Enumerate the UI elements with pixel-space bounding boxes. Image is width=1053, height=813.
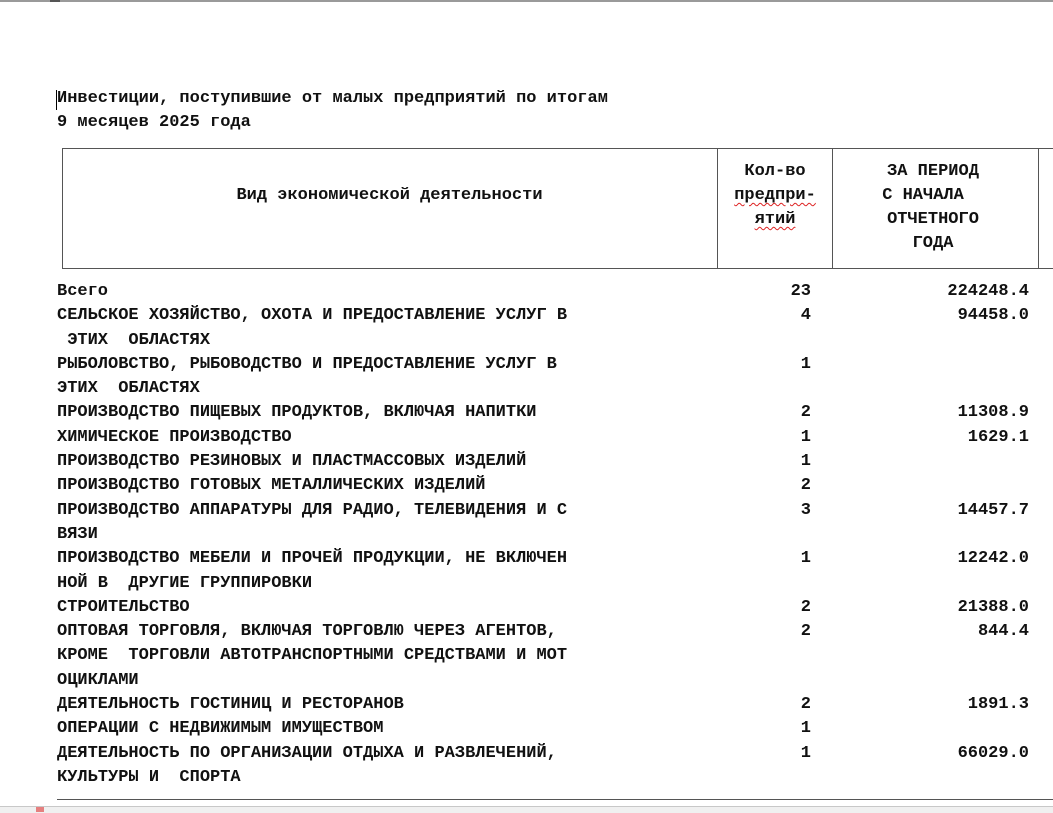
table-row	[57, 742, 1047, 791]
investment-amount: 12242.0	[957, 549, 1029, 569]
document-title-line-1: Инвестиции, поступившие от малых предприятий по итогам	[57, 89, 608, 108]
table-row	[57, 450, 1047, 474]
activity-name-line: ОПТОВАЯ ТОРГОВЛЯ, ВКЛЮЧАЯ ТОРГОВЛЮ ЧЕРЕЗ АГЕНТОВ,	[57, 622, 557, 642]
activity-name-line: Всего	[57, 282, 109, 301]
header-activity: Вид экономической деятельности	[236, 186, 543, 205]
table-row	[57, 304, 1047, 353]
header-divider-2	[832, 148, 833, 269]
investment-amount: 14457.7	[957, 500, 1029, 520]
window-top-border	[0, 0, 1053, 2]
header-period-3: ОТЧЕТНОГО	[887, 210, 979, 229]
activity-name-line: ВЯЗИ	[57, 524, 98, 544]
data-rows	[57, 280, 1047, 790]
enterprise-count: 23	[790, 282, 811, 301]
table-row	[57, 474, 1047, 498]
enterprise-count: 2	[800, 622, 811, 642]
header-left-border	[62, 148, 63, 269]
table-row	[57, 717, 1047, 741]
activity-name-line: СТРОИТЕЛЬСТВО	[57, 597, 190, 617]
investment-amount: 844.4	[977, 622, 1029, 642]
investment-amount: 1629.1	[967, 427, 1029, 447]
enterprise-count: 2	[800, 695, 811, 715]
header-bottom-border	[62, 268, 1053, 269]
activity-name-line: ХИМИЧЕСКОЕ ПРОИЗВОДСТВО	[57, 427, 292, 447]
top-scroll-marker	[50, 0, 60, 2]
table-row	[57, 280, 1047, 304]
table-row	[57, 596, 1047, 620]
table-bottom-rule	[57, 799, 1053, 800]
activity-name-line: ОЦИКЛАМИ	[57, 670, 139, 690]
table-row	[57, 353, 1047, 402]
table-row	[57, 499, 1047, 548]
enterprise-count: 2	[800, 476, 811, 496]
enterprise-count: 1	[800, 743, 811, 763]
header-divider-3	[1038, 148, 1039, 269]
header-period-1: ЗА ПЕРИОД	[887, 162, 979, 181]
investment-amount: 21388.0	[957, 597, 1029, 617]
table-row	[57, 401, 1047, 425]
investment-amount: 66029.0	[957, 743, 1029, 763]
investment-amount: 94458.0	[957, 306, 1029, 326]
activity-name-line: КРОМЕ ТОРГОВЛИ АВТОТРАНСПОРТНЫМИ СРЕДСТВАМИ И МОТ	[57, 646, 568, 666]
header-count-3: ятий	[754, 210, 796, 229]
activity-name-line: ПРОИЗВОДСТВО МЕБЕЛИ И ПРОЧЕЙ ПРОДУКЦИИ, НЕ ВКЛЮЧЕН	[57, 549, 568, 569]
activity-name-line: ПРОИЗВОДСТВО ПИЩЕВЫХ ПРОДУКТОВ, ВКЛЮЧАЯ НАПИТКИ	[57, 403, 537, 423]
enterprise-count: 1	[800, 549, 811, 569]
activity-name-line: СЕЛЬСКОЕ ХОЗЯЙСТВО, ОХОТА И ПРЕДОСТАВЛЕНИЕ УСЛУГ В	[57, 306, 568, 326]
investment-amount: 11308.9	[957, 403, 1029, 423]
activity-name-line: ДЕЯТЕЛЬНОСТЬ ПО ОРГАНИЗАЦИИ ОТДЫХА И РАЗВЛЕЧЕНИЙ,	[57, 743, 557, 763]
activity-name-line: ЭТИХ ОБЛАСТЯХ	[57, 330, 211, 350]
document-title-line-2: 9 месяцев 2025 года	[57, 113, 251, 132]
enterprise-count: 4	[800, 306, 811, 326]
activity-name-line: ПРОИЗВОДСТВО РЕЗИНОВЫХ И ПЛАСТМАССОВЫХ ИЗДЕЛИЙ	[57, 452, 527, 472]
activity-name-line: ОПЕРАЦИИ С НЕДВИЖИМЫМ ИМУЩЕСТВОМ	[57, 719, 384, 739]
header-period-4: ГОДА	[912, 234, 954, 253]
activity-name-line: НОЙ В ДРУГИЕ ГРУППИРОВКИ	[57, 573, 313, 593]
bottom-marker	[36, 807, 44, 812]
enterprise-count: 1	[800, 354, 811, 374]
investment-amount: 224248.4	[947, 282, 1029, 301]
header-top-border	[62, 148, 1053, 149]
enterprise-count: 1	[800, 427, 811, 447]
activity-name-line: ПРОИЗВОДСТВО ГОТОВЫХ МЕТАЛЛИЧЕСКИХ ИЗДЕЛИЙ	[57, 476, 486, 496]
table-row	[57, 620, 1047, 693]
table-row	[57, 547, 1047, 596]
header-count-2: предпри-	[734, 186, 816, 205]
activity-name-line: ДЕЯТЕЛЬНОСТЬ ГОСТИНИЦ И РЕСТОРАНОВ	[57, 695, 404, 715]
investment-amount: 1891.3	[967, 695, 1029, 715]
activity-name-line: КУЛЬТУРЫ И СПОРТА	[57, 767, 241, 787]
activity-name-line: ПРОИЗВОДСТВО АППАРАТУРЫ ДЛЯ РАДИО, ТЕЛЕВИДЕНИЯ И С	[57, 500, 568, 520]
table-row	[57, 693, 1047, 717]
enterprise-count: 1	[800, 452, 811, 472]
enterprise-count: 3	[800, 500, 811, 520]
header-period-2: С НАЧАЛА	[882, 186, 964, 205]
header-count-1: Кол-во	[744, 162, 806, 181]
enterprise-count: 2	[800, 597, 811, 617]
enterprise-count: 2	[800, 403, 811, 423]
activity-name-line: РЫБОЛОВСТВО, РЫБОВОДСТВО И ПРЕДОСТАВЛЕНИЕ УСЛУГ В	[57, 354, 557, 374]
enterprise-count: 1	[800, 719, 811, 739]
table-row	[57, 426, 1047, 450]
activity-name-line: ЭТИХ ОБЛАСТЯХ	[57, 379, 200, 399]
